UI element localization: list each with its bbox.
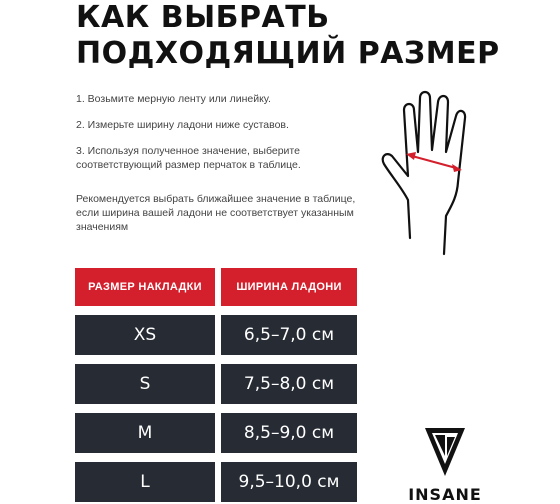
width-cell: 6,5–7,0 см — [221, 315, 357, 355]
width-cell: 8,5–9,0 см — [221, 413, 357, 453]
step-2: 2. Измерьте ширину ладони ниже суставов. — [76, 119, 289, 131]
instruction-steps — [76, 92, 376, 184]
insane-logo — [402, 426, 488, 504]
table-row — [75, 315, 357, 355]
logo-text: INSANE — [408, 485, 482, 504]
title-line-2: ПОДХОДЯЩИЙ РАЗМЕР — [76, 36, 500, 71]
size-cell: L — [75, 462, 215, 502]
recommendation-note: Рекомендуется выбрать ближайшее значение в таблице, если ширина вашей ладони не соответствует указанным значениям — [76, 193, 356, 233]
size-table — [75, 268, 357, 502]
table-row — [75, 413, 357, 453]
table-header — [75, 268, 357, 306]
step-1: 1. Возьмите мерную ленту или линейку. — [76, 93, 271, 105]
header-palm-width: ШИРИНА ЛАДОНИ — [221, 268, 357, 306]
insane-logo-icon — [423, 426, 467, 478]
step-3: 3. Используя полученное значение, выберите соответствующий размер перчаток в таблице. — [76, 145, 301, 171]
hand-measure-icon — [380, 88, 486, 258]
table-row — [75, 364, 357, 404]
width-cell: 7,5–8,0 см — [221, 364, 357, 404]
width-cell: 9,5–10,0 см — [221, 462, 357, 502]
size-cell: S — [75, 364, 215, 404]
size-cell: M — [75, 413, 215, 453]
page-title — [76, 0, 500, 72]
table-row — [75, 462, 357, 502]
title-line-1: КАК ВЫБРАТЬ — [76, 0, 330, 35]
header-size: РАЗМЕР НАКЛАДКИ — [75, 268, 215, 306]
size-cell: XS — [75, 315, 215, 355]
